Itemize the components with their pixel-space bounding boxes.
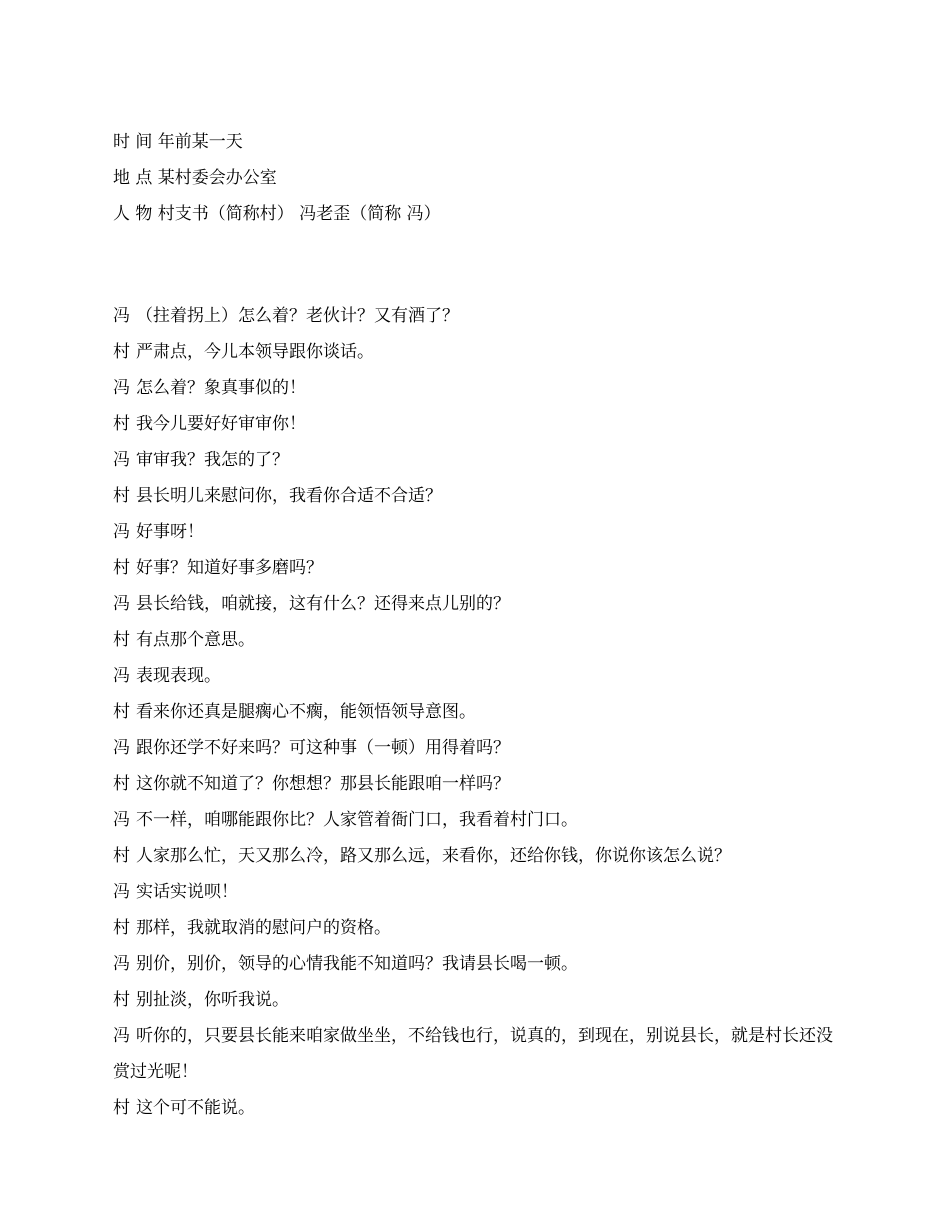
speech-text: 这你就不知道了？你想想？那县长能跟咱一样吗？ [136, 774, 510, 794]
speaker-name: 冯 [113, 666, 130, 686]
speech-text: 这个可不能说。 [136, 1098, 255, 1118]
speech-text: 怎么着？象真事似的！ [136, 378, 306, 398]
speech-text: （拄着拐上）怎么着？老伙计？又有酒了？ [136, 306, 459, 326]
dialogue-line [113, 658, 833, 694]
dialogue-line [113, 802, 833, 838]
dialogue-line [113, 1090, 833, 1126]
speech-text: 有点那个意思。 [136, 630, 255, 650]
speaker-name: 冯 [113, 522, 130, 542]
dialogue-line [113, 838, 833, 874]
speaker-name: 村 [113, 630, 130, 650]
scene-characters: 人 物 村支书（简称村） 冯老歪（简称 冯） [113, 204, 441, 224]
dialogue-line [113, 406, 833, 442]
dialogue-line [113, 334, 833, 370]
speaker-name: 村 [113, 558, 130, 578]
speaker-name: 村 [113, 414, 130, 434]
speech-text: 人家那么忙，天又那么冷，路又那么远，来看你，还给你钱，你说你该怎么说？ [136, 846, 731, 866]
speech-text: 我今儿要好好审审你！ [136, 414, 306, 434]
speech-text: 那样，我就取消的慰问户的资格。 [136, 918, 391, 938]
dialogue-line [113, 586, 833, 622]
speaker-name: 冯 [113, 954, 130, 974]
speaker-name: 村 [113, 342, 130, 362]
speaker-name: 冯 [113, 594, 130, 614]
speaker-name: 冯 [113, 306, 130, 326]
speech-text: 严肃点，今儿本领导跟你谈话。 [136, 342, 374, 362]
dialogue-line [113, 442, 833, 478]
speech-text: 不一样，咱哪能跟你比？人家管着衙门口，我看着村门口。 [136, 810, 578, 830]
speech-text: 跟你还学不好来吗？可这种事（一顿）用得着吗？ [136, 738, 510, 758]
dialogue-line [113, 982, 833, 1018]
speech-text: 看来你还真是腿瘸心不瘸，能领悟领导意图。 [136, 702, 476, 722]
speaker-name: 冯 [113, 882, 130, 902]
dialogue-line [113, 514, 833, 550]
speech-text: 别扯淡，你听我说。 [136, 990, 289, 1010]
dialogue-line [113, 622, 833, 658]
speaker-name: 冯 [113, 1026, 130, 1046]
dialogue-line [113, 910, 833, 946]
dialogue-line [113, 298, 833, 334]
speaker-name: 村 [113, 1098, 130, 1118]
dialogue-line [113, 730, 833, 766]
speech-text: 实话实说呗！ [136, 882, 238, 902]
dialogue-line [113, 1018, 833, 1090]
speech-text: 好事呀！ [136, 522, 204, 542]
dialogue-line [113, 478, 833, 514]
speech-text: 审审我？我怎的了？ [136, 450, 289, 470]
speaker-name: 村 [113, 702, 130, 722]
speech-text: 县长给钱，咱就接，这有什么？还得来点儿别的？ [136, 594, 510, 614]
scene-time: 时 间 年前某一天 [113, 132, 243, 152]
speech-text: 别价，别价，领导的心情我能不知道吗？我请县长喝一顿。 [136, 954, 578, 974]
dialogue-line [113, 874, 833, 910]
speaker-name: 冯 [113, 810, 130, 830]
speech-text: 表现表现。 [136, 666, 221, 686]
dialogue-line [113, 550, 833, 586]
speaker-name: 冯 [113, 378, 130, 398]
speaker-name: 村 [113, 774, 130, 794]
dialogue-line [113, 766, 833, 802]
speech-text: 好事？知道好事多磨吗？ [136, 558, 323, 578]
speaker-name: 村 [113, 918, 130, 938]
speech-text: 县长明儿来慰问你，我看你合适不合适？ [136, 486, 442, 506]
speaker-name: 村 [113, 990, 130, 1010]
dialogue-line [113, 946, 833, 982]
speech-text: 听你的，只要县长能来咱家做坐坐，不给钱也行，说真的，到现在，别说县长，就是村长还没赏过光呢！ [113, 1026, 833, 1082]
speaker-name: 冯 [113, 738, 130, 758]
speaker-name: 村 [113, 486, 130, 506]
dialogue-line [113, 694, 833, 730]
dialogue-script [113, 298, 833, 1126]
dialogue-line [113, 370, 833, 406]
speaker-name: 村 [113, 846, 130, 866]
scene-header [113, 124, 873, 232]
scene-place: 地 点 某村委会办公室 [113, 168, 277, 188]
speaker-name: 冯 [113, 450, 130, 470]
